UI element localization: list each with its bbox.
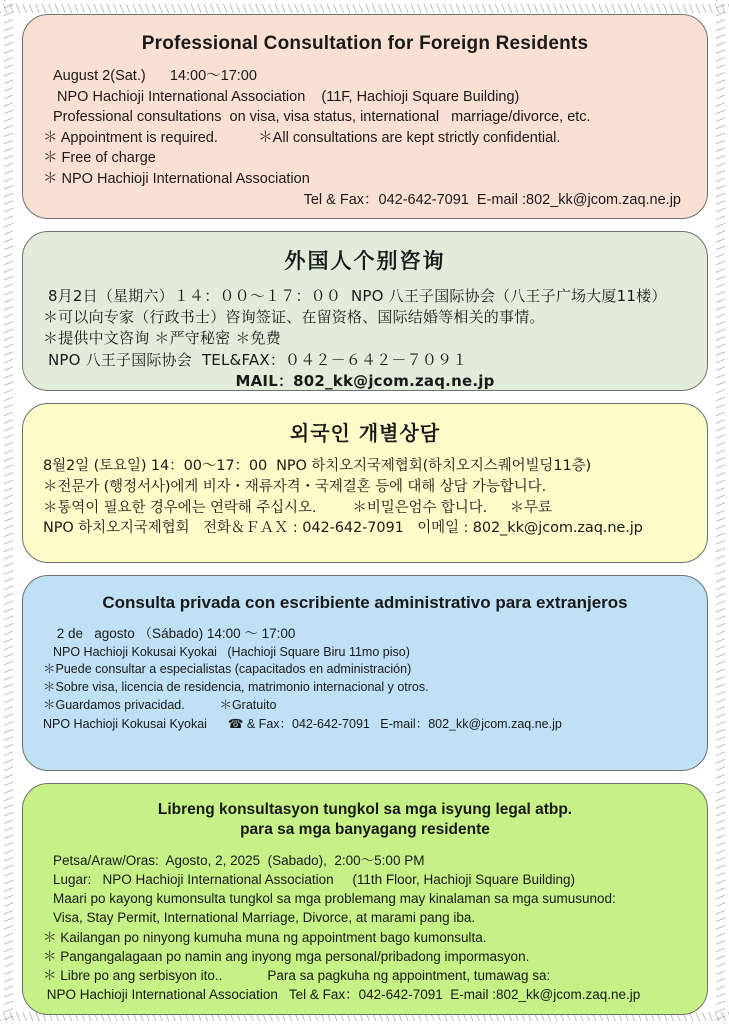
panel-chinese-title: 外国人个别咨询 — [284, 249, 446, 273]
panel-spanish — [22, 575, 708, 771]
english-line-scope: Professional consultations on visa, visa status, international marriage/divorce, etc. — [53, 109, 591, 126]
decorative-border-right — [716, 0, 725, 1024]
english-line-venue: NPO Hachioji International Association (11F, Hachioji Square Building) — [53, 88, 520, 105]
english-contact: Tel & Fax：042-642-7091 E-mail :802_kk@jcom.zaq.ne.jp — [303, 191, 681, 208]
panel-spanish-body — [43, 624, 687, 733]
chinese-line-date: 8月2日（星期六）１４：００～１７：００ NPO 八王子国际协会（八王子广场大厦11楼） — [43, 286, 667, 305]
korean-line-date: 8월2일 (토요일) 14：00～17：00 NPO 하치오지국제협회(하치오지스퀘어빌딩11층) — [43, 458, 592, 475]
telephone-icon: ☎ — [227, 715, 244, 731]
panel-stack — [22, 14, 708, 1027]
tagalog-title-line-2: para sa mga banyagang residente — [240, 821, 490, 839]
spanish-contact-rest: & Fax：042-642-7091 E-mail：802_kk@jcom.zaq.ne.jp — [246, 716, 562, 731]
chinese-line-notes: ＊提供中文咨询 ＊严守秘密 ＊免费 — [43, 329, 281, 348]
tagalog-line-datetime: Petsa/Araw/Oras: Agosto, 2, 2025 (Sabado), 2:00～5:00 PM — [53, 852, 425, 868]
panel-korean — [22, 403, 708, 563]
tagalog-line-appointment: ＊ Kailangan po ninyong kumuha muna ng appointment bago kumonsulta. — [43, 929, 487, 945]
chinese-line-scope: ＊可以向专家（行政书士）咨询签证、在留资格、国际结婚等相关的事情。 — [43, 308, 545, 327]
panel-spanish-title: Consulta privada con escribiente administrativo para extranjeros — [102, 593, 628, 612]
english-line-appointment: ＊ Appointment is required. ＊All consultations are kept strictly confidential. — [43, 129, 561, 146]
tagalog-line-topics: Visa, Stay Permit, International Marriage, Divorce, at marami pang iba. — [53, 910, 476, 926]
decorative-border-top — [0, 4, 729, 13]
korean-line-scope: ＊전문가 (행정서사)에게 비자・재류자격・국제결혼 등에 대해 상담 가능합니다. — [43, 478, 547, 495]
chinese-line-mail: MAIL：802_kk@jcom.zaq.ne.jp — [235, 371, 495, 390]
panel-chinese-body — [43, 286, 687, 392]
decorative-border-left — [4, 0, 13, 1024]
spanish-contact — [43, 715, 687, 734]
english-line-org: ＊ NPO Hachioji International Association — [43, 170, 310, 187]
tagalog-line-venue: Lugar: NPO Hachioji International Association (11th Floor, Hachioji Square Building) — [53, 872, 576, 888]
spanish-line-venue: NPO Hachioji Kokusai Kyokai (Hachioji Square Biru 11mo piso) — [53, 644, 410, 659]
spanish-line-privacy: ＊Guardamos privacidad. ＊Gratuito — [43, 697, 277, 712]
spanish-line-topics: ＊Sobre visa, licencia de residencia, matrimonio internacional y otros. — [43, 680, 429, 695]
spanish-line-specialists: ＊Puede consultar a especialistas (capacitados en administración) — [43, 662, 412, 677]
spanish-contact-org: NPO Hachioji Kokusai Kyokai — [43, 716, 207, 731]
panel-english-title: Professional Consultation for Foreign Residents — [141, 33, 589, 54]
spanish-line-date: 2 de agosto （Sábado) 14:00 ～ 17:00 — [53, 626, 296, 642]
panel-tagalog-title — [43, 800, 687, 841]
panel-tagalog-body — [43, 851, 687, 1004]
tagalog-contact: NPO Hachioji International Association Tel & Fax：042-642-7091 E-mail :802_kk@jcom.zaq.ne.jp — [43, 987, 641, 1002]
panel-korean-title: 외국인 개별상담 — [289, 421, 441, 445]
english-line-date: August 2(Sat.) 14:00～17:00 — [53, 68, 257, 85]
panel-korean-body — [43, 456, 687, 538]
panel-english-body — [43, 66, 687, 210]
panel-tagalog — [22, 783, 708, 1015]
tagalog-line-free: ＊ Libre po ang serbisyon ito.. Para sa pagkuha ng appointment, tumawag sa: — [43, 967, 551, 983]
tagalog-title-line-1: Libreng konsultasyon tungkol sa mga isyung legal atbp. — [157, 801, 573, 818]
korean-contact: NPO 하치오지국제협회 전화＆ＦＡＸ : 042-642-7091 이메일 : 802_kk@jcom.zaq.ne.jp — [43, 520, 643, 537]
english-line-free: ＊ Free of charge — [43, 150, 156, 167]
panel-chinese — [22, 231, 708, 391]
chinese-line-tel: NPO 八王子国际协会 TEL&FAX：０４２－６４２－７０９１ — [43, 350, 468, 369]
tagalog-line-privacy: ＊ Pangangalagaan po namin ang inyong mga personal/pribadong impormasyon. — [43, 948, 530, 964]
tagalog-line-intro: Maari po kayong kumonsulta tungkol sa mga problemang may kinalaman sa mga sumusunod: — [53, 891, 616, 907]
panel-english — [22, 14, 708, 219]
korean-line-notes: ＊통역이 필요한 경우에는 연락해 주십시오. ＊비밀은엄수 합니다. ＊무료 — [43, 499, 552, 516]
